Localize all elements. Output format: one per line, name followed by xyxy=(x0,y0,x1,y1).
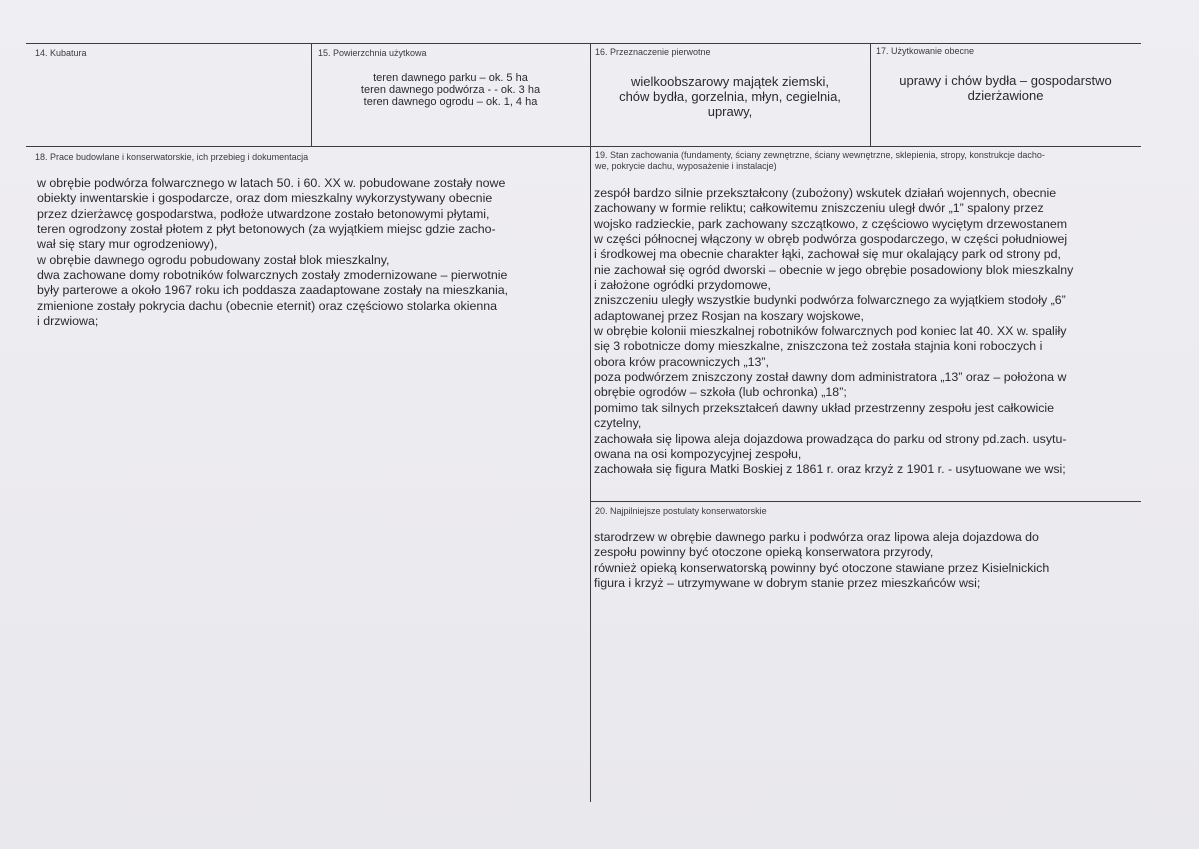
cell-19-label xyxy=(595,150,1045,172)
cell-19-line: zachowała się figura Matki Boskiej z 1861 r. oraz krzyż z 1901 r. - usytuowane we wsi; xyxy=(594,462,1066,477)
cell-19-line: w obrębie kolonii mieszkalnej robotników folwarcznych pod koniec lat 40. XX w. spaliły xyxy=(594,324,1067,339)
cell-15-content xyxy=(311,72,590,108)
cell-20-label: 20. Najpilniejsze postulaty konserwatorskie xyxy=(595,506,767,516)
cell-18-line: dwa zachowane domy robotników folwarcznych zostały zmodernizowane – pierwotnie xyxy=(37,268,508,283)
cell-19-line: zachowała się lipowa aleja dojazdowa prowadząca do parku od strony pd.zach. usytu- xyxy=(594,431,1067,446)
cell-15-line: teren dawnego podwórza - - ok. 3 ha xyxy=(360,84,541,96)
cell-18-line: w obrębie dawnego ogrodu pobudowany został blok mieszkalny, xyxy=(37,252,390,267)
cell-16-line: wielkoobszarowy majątek ziemski, xyxy=(631,74,829,89)
cell-18-line: obiekty inwentarskie i gospodarcze, oraz dom mieszkalny wykorzystywany obecnie xyxy=(37,191,493,206)
cell-16-line: chów bydła, gorzelnia, młyn, cegielnia, xyxy=(619,89,841,104)
cell-15-line: teren dawnego parku – ok. 5 ha xyxy=(373,72,528,84)
cell-19-label-line: 19. Stan zachowania (fundamenty, ściany zewnętrzne, ściany wewnętrzne, sklepienia, stropy, konstrukcje dacho- xyxy=(595,150,1045,160)
cell-14-label: 14. Kubatura xyxy=(35,48,87,58)
col-divider-2 xyxy=(590,43,591,802)
cell-18-line: zmienione zostały pokrycia dachu (obecnie eternit) oraz częściowo stolarka okienna xyxy=(37,298,498,313)
cell-19-line: w części północnej włączony w obręb podwórza gospodarczego, w części południowej xyxy=(594,232,1068,247)
cell-16-content xyxy=(590,74,870,119)
cell-19-line: zespół bardzo silnie przekształcony (zubożony) wskutek działań wojennych, obecnie xyxy=(594,186,1057,200)
cell-19-line: nie zachował się ogród dworski – obecnie w jego obrębie posadowiony blok mieszkalny xyxy=(594,262,1074,277)
table-top-border xyxy=(26,43,1141,44)
cell-19-line: czytelny, xyxy=(594,416,642,431)
cell-19-line: wojsko radzieckie, park zachowany szczątkowo, z częściowo wyciętym drzewostanem xyxy=(594,216,1068,231)
cell-18-line: w obrębie podwórza folwarcznego w latach 50. i 60. XX w. pobudowane zostały nowe xyxy=(37,176,506,190)
cell-20-line: zespołu powinny być otoczone opieką konserwatora przyrody, xyxy=(594,545,934,560)
cell-18-line: przez dzierżawcę gospodarstwa, podłoże utwardzone zostało betonowymi płytami, xyxy=(37,206,490,221)
cell-19-line: obora krów pracowniczych „13”, xyxy=(594,354,769,369)
cell-17-line: dzierżawione xyxy=(967,88,1044,103)
cell-18-content xyxy=(37,176,508,329)
cell-16-label: 16. Przeznaczenie pierwotne xyxy=(595,47,711,57)
cell-15-line: teren dawnego ogrodu – ok. 1, 4 ha xyxy=(363,96,538,108)
cell-19-line: owana na osi kompozycyjnej zespołu, xyxy=(594,446,802,461)
cell-19-line: poza podwórzem zniszczony został dawny dom administratora „13” oraz – położona w xyxy=(594,370,1067,385)
cell-19-line: i środkowej ma obecnie charakter łąki, zachował się mur okalający park od strony pd, xyxy=(594,247,1061,262)
cell-19-line: zachowany w formie reliktu; całkowitemu zniszczeniu uległ dwór „1” spalony przez xyxy=(594,201,1044,216)
cell-19-line: pomimo tak silnych przekształceń dawny układ przestrzenny zespołu jest całkowicie xyxy=(594,400,1055,415)
cell-17-content xyxy=(870,73,1141,103)
cell-19-line: się 3 robotnicze domy mieszkalne, zniszczona też została stajnia koni roboczych i xyxy=(594,339,1043,354)
cell-19-content xyxy=(594,186,1141,478)
cell-18-line: teren ogrodzony został płotem z płyt betonowych (za wyjątkiem miejsc gdzie zacho- xyxy=(37,222,496,237)
cell-18-line: i drzwiowa; xyxy=(37,314,99,329)
cell-20-content xyxy=(594,530,1049,591)
cell-20-line: figura i krzyż – utrzymywane w dobrym stanie przez mieszkańców wsi; xyxy=(594,576,981,591)
cell-18-label: 18. Prace budowlane i konserwatorskie, ich przebieg i dokumentacja xyxy=(35,152,309,162)
cell-19-line: adaptowanej przez Rosjan na koszary wojskowe, xyxy=(594,308,864,323)
cell-18-line: były parterowe a około 1967 roku ich poddasza zaadaptowane zostały na mieszkania, xyxy=(37,283,509,298)
cell-19-label-line: we, pokrycie dachu, wyposażenie i instalacje) xyxy=(595,161,777,171)
cell-20-line: starodrzew w obrębie dawnego parku i podwórza oraz lipowa aleja dojazdowa do xyxy=(594,530,1039,544)
cell-19-line: zniszczeniu uległy wszystkie budynki podwórza folwarcznego za wyjątkiem stodoły „6” xyxy=(594,293,1066,308)
cell-15-label: 15. Powierzchnia użytkowa xyxy=(318,48,427,58)
row-divider xyxy=(26,146,1141,147)
cell-19-line: i założone ogródki przydomowe, xyxy=(594,278,772,293)
cell-20-line: również opieką konserwatorską powinny być otoczone stawiane przez Kisielnickich xyxy=(594,560,1050,575)
cell-19-line: obrębie ogrodów – szkoła (lub ochronka) „18”; xyxy=(594,385,847,400)
cell-17-label: 17. Użytkowanie obecne xyxy=(876,46,975,56)
cell-18-line: wał się stary mur ogrodzeniowy), xyxy=(37,237,218,252)
cell20-top-border xyxy=(590,501,1141,502)
cell-16-line: uprawy, xyxy=(707,104,753,119)
cell-17-line: uprawy i chów bydła – gospodarstwo xyxy=(899,73,1112,88)
